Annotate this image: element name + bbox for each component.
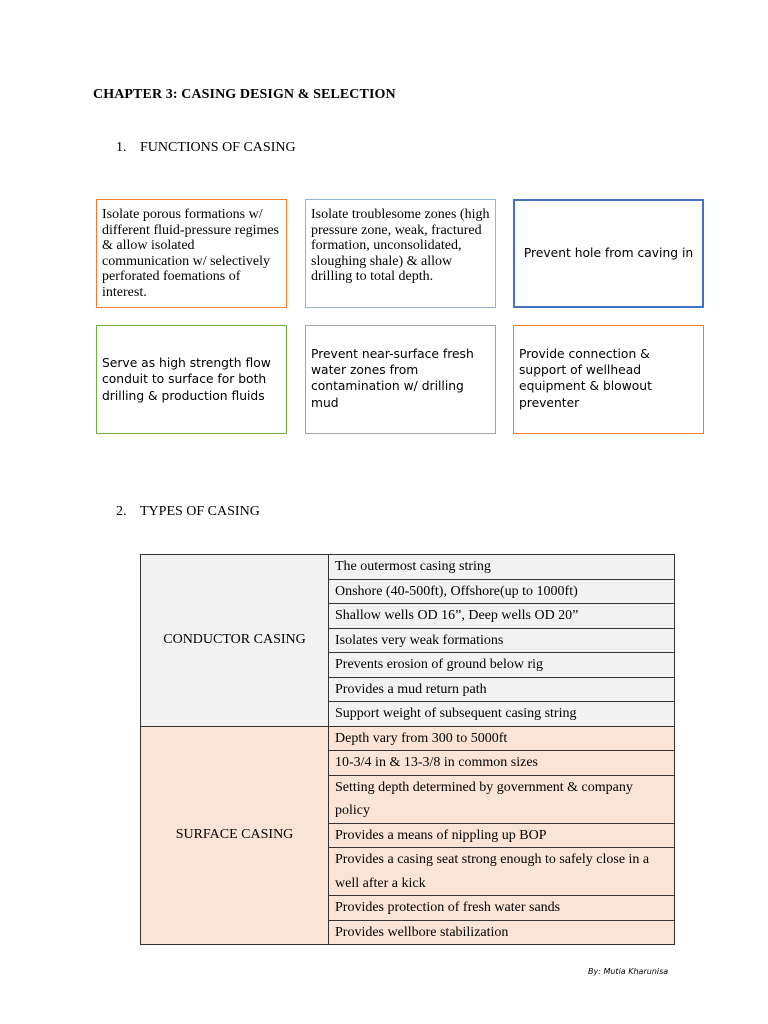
section-title: FUNCTIONS OF CASING: [140, 140, 296, 155]
section-number: 1.: [116, 140, 127, 155]
section-heading-functions: [116, 140, 296, 156]
table-cell: Support weight of subsequent casing string: [329, 702, 675, 727]
table-cell: Provides a casing seat strong enough to safely close in a well after a kick: [329, 848, 675, 896]
table-cell: Prevents erosion of ground below rig: [329, 653, 675, 678]
function-box-isolate-porous: [96, 199, 287, 308]
casing-type-surface: SURFACE CASING: [141, 726, 329, 945]
table-cell: Provides wellbore stabilization: [329, 920, 675, 945]
function-box-isolate-troublesome: [305, 199, 496, 308]
chapter-title: CHAPTER 3: CASING DESIGN & SELECTION: [93, 87, 396, 102]
table-cell: 10-3/4 in & 13-3/8 in common sizes: [329, 751, 675, 776]
function-text: Provide connection & support of wellhead equipment & blowout preventer: [519, 347, 652, 410]
table-row: [141, 555, 675, 580]
function-box-flow-conduit: [96, 325, 287, 434]
section-number: 2.: [116, 504, 127, 519]
function-box-protect-fresh-water: [305, 325, 496, 434]
table-cell: Setting depth determined by government & company policy: [329, 775, 675, 823]
function-text: Prevent near-surface fresh water zones from contamination w/ drilling mud: [311, 347, 474, 410]
table-row: [141, 726, 675, 751]
table-cell: Provides a means of nippling up BOP: [329, 823, 675, 848]
table-cell: Onshore (40-500ft), Offshore(up to 1000ft): [329, 579, 675, 604]
function-text: Serve as high strength flow conduit to surface for both drilling & production fluids: [102, 356, 271, 403]
section-heading-types: [116, 504, 260, 520]
table-cell: Depth vary from 300 to 5000ft: [329, 726, 675, 751]
table-cell: Shallow wells OD 16”, Deep wells OD 20”: [329, 604, 675, 629]
function-text: Isolate porous formations w/ different fluid-pressure regimes & allow isolated communication w/ selectively perforated foemations of interest.: [102, 207, 280, 300]
function-text: Prevent hole from caving in: [523, 246, 694, 261]
table-cell: The outermost casing string: [329, 555, 675, 580]
function-box-prevent-caving: [513, 199, 704, 308]
casing-type-conductor: CONDUCTOR CASING: [141, 555, 329, 727]
table-cell: Isolates very weak formations: [329, 628, 675, 653]
table-cell: Provides protection of fresh water sands: [329, 896, 675, 921]
table-cell: Provides a mud return path: [329, 677, 675, 702]
author-footer: By: Mutia Kharunisa: [588, 967, 669, 976]
function-box-wellhead-support: [513, 325, 704, 434]
function-text: Isolate troublesome zones (high pressure zone, weak, fractured formation, unconsolidated, sloughing shale) & allow drilling to total depth.: [311, 207, 490, 284]
casing-types-table: [140, 554, 675, 945]
section-title: TYPES OF CASING: [140, 504, 260, 519]
